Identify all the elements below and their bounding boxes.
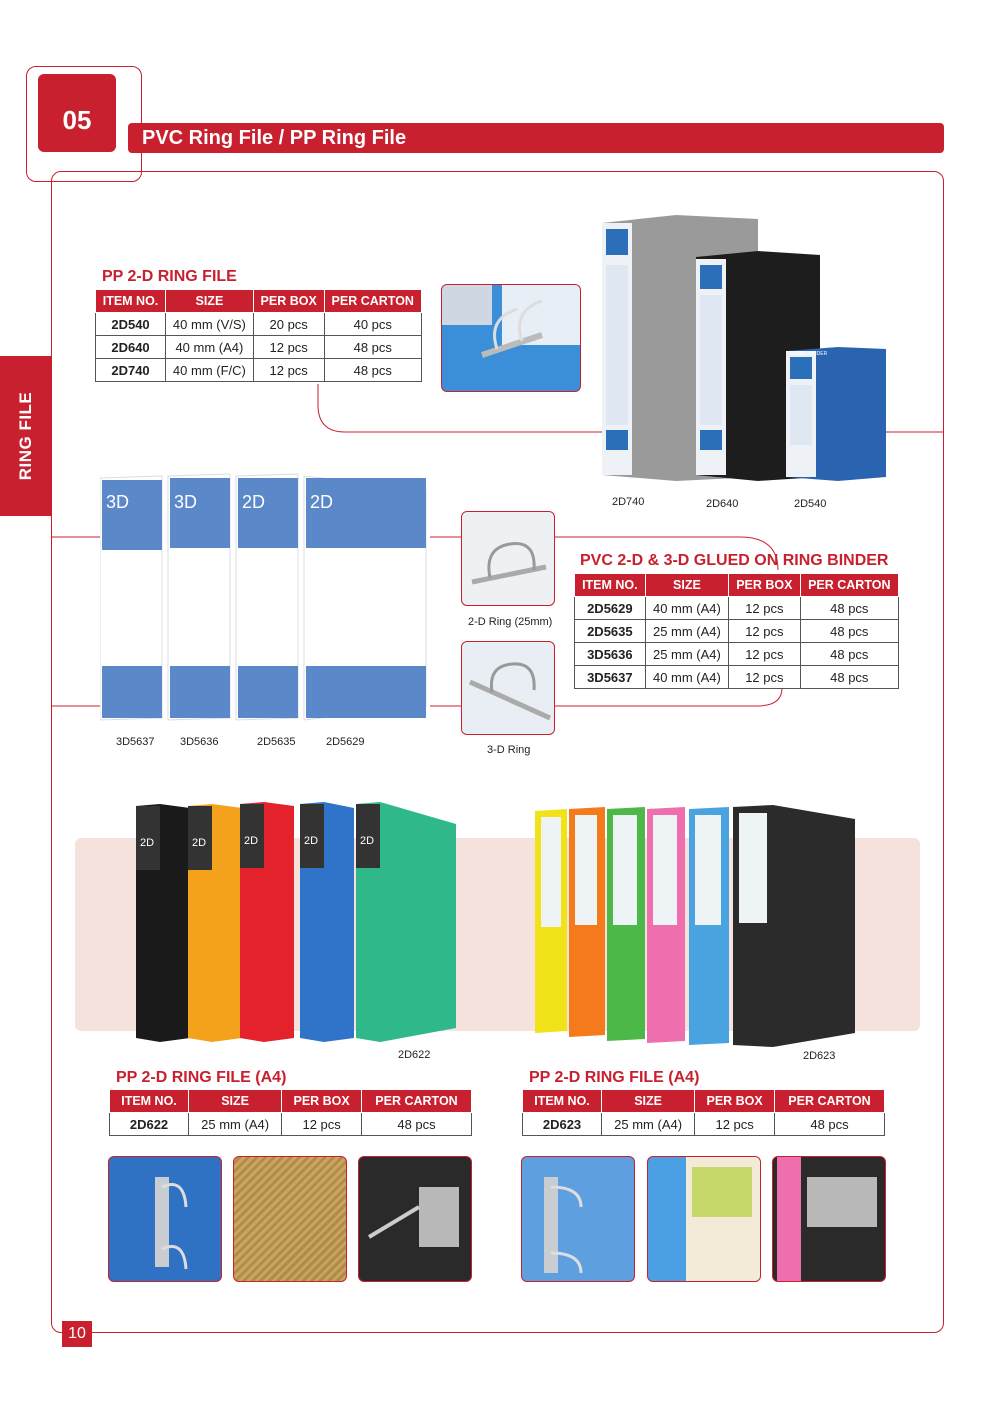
size: 40 mm (A4): [166, 336, 254, 359]
per-box: 20 pcs: [253, 313, 324, 336]
per-carton: 48 pcs: [362, 1113, 472, 1136]
per-carton: 40 pcs: [324, 313, 421, 336]
table-row: [96, 359, 422, 382]
pocket-detail-icon: [359, 1157, 472, 1282]
caption-2d-ring: 2-D Ring (25mm): [468, 616, 553, 628]
spec-table-2d623: [522, 1090, 885, 1136]
size: 25 mm (A4): [645, 643, 728, 666]
per-box: 12 pcs: [253, 336, 324, 359]
spine-label: 2D: [360, 835, 375, 847]
item-no: 2D5629: [575, 597, 646, 620]
size: 25 mm (A4): [189, 1113, 282, 1136]
size: 40 mm (V/S): [166, 313, 254, 336]
per-carton: 48 pcs: [800, 643, 898, 666]
2d-ring-photo: [461, 511, 555, 606]
col-header: SIZE: [602, 1090, 695, 1113]
ring-mechanism-icon: [442, 285, 581, 392]
caption-2d740: 2D740: [612, 496, 645, 508]
col-header: PER CARTON: [775, 1090, 885, 1113]
binder-label-3d5637: 3D: [106, 492, 130, 512]
per-carton: 48 pcs: [324, 336, 421, 359]
table-row: [96, 313, 422, 336]
caption-2d622: 2D622: [398, 1049, 431, 1061]
caption-2d623: 2D623: [803, 1050, 836, 1062]
col-header: PER BOX: [695, 1090, 775, 1113]
caption-3d5636: 3D5636: [180, 736, 219, 748]
size: 40 mm (A4): [645, 666, 728, 689]
item-no: 2D5635: [575, 620, 646, 643]
size: 40 mm (A4): [645, 597, 728, 620]
detail-photo-insert: [647, 1156, 761, 1282]
item-no: 3D5637: [575, 666, 646, 689]
ring-binder-label: 2-RING BINDER: [790, 351, 828, 357]
pp-2d-binders-image: [598, 215, 898, 487]
3d-ring-icon: [462, 642, 555, 735]
per-carton: 48 pcs: [800, 666, 898, 689]
per-carton: 48 pcs: [800, 620, 898, 643]
per-carton: 48 pcs: [324, 359, 421, 382]
col-header: SIZE: [645, 574, 728, 597]
caption-2d540: 2D540: [794, 498, 827, 510]
label-detail-icon: [773, 1157, 886, 1282]
spine-label: 2D: [244, 835, 259, 847]
table-row: [575, 643, 899, 666]
2d-ring-icon: [462, 512, 555, 606]
ring-623-icon: [522, 1157, 635, 1282]
page-number: 10: [62, 1321, 92, 1347]
section-title-pp-2d: PP 2-D RING FILE: [102, 268, 237, 285]
item-no: 2D740: [96, 359, 166, 382]
pp-2d622-binders-image: [130, 798, 460, 1046]
item-no: 2D622: [110, 1113, 189, 1136]
spine-label: 2D: [140, 837, 155, 849]
size: 40 mm (F/C): [166, 359, 254, 382]
detail-photo-ring: [108, 1156, 222, 1282]
pvc-glued-binders-image: [100, 470, 430, 725]
caption-2d5635: 2D5635: [257, 736, 296, 748]
per-box: 12 pcs: [729, 643, 800, 666]
section-title-2d623: PP 2-D RING FILE (A4): [529, 1069, 700, 1086]
per-box: 12 pcs: [729, 597, 800, 620]
col-header: ITEM NO.: [110, 1090, 189, 1113]
spec-table-pvc-glued: [574, 574, 899, 689]
ring-detail-icon: [109, 1157, 222, 1282]
col-header: PER CARTON: [800, 574, 898, 597]
item-no: 2D540: [96, 313, 166, 336]
binder-label-3d5636: 3D: [174, 492, 198, 512]
section-number: 05: [38, 74, 116, 152]
caption-2d640: 2D640: [706, 498, 739, 510]
col-header: ITEM NO.: [523, 1090, 602, 1113]
spec-table-pp-2d: [95, 290, 422, 382]
ring-mechanism-photo: [441, 284, 581, 392]
per-box: 12 pcs: [729, 666, 800, 689]
col-header: PER BOX: [282, 1090, 362, 1113]
binder-label-2d5635: 2D: [242, 492, 266, 512]
side-tab-label: RING FILE: [16, 391, 35, 481]
per-box: 12 pcs: [282, 1113, 362, 1136]
size: 25 mm (A4): [602, 1113, 695, 1136]
col-header: SIZE: [166, 290, 254, 313]
caption-3d5637: 3D5637: [116, 736, 155, 748]
spine-label: 2D: [304, 835, 319, 847]
detail-photo-texture: [233, 1156, 347, 1282]
col-header: PER CARTON: [362, 1090, 472, 1113]
item-no: 2D623: [523, 1113, 602, 1136]
per-carton: 48 pcs: [800, 597, 898, 620]
table-row: [96, 336, 422, 359]
caption-2d5629: 2D5629: [326, 736, 365, 748]
detail-photo-pocket: [358, 1156, 472, 1282]
table-row: [575, 620, 899, 643]
3d-ring-photo: [461, 641, 555, 735]
page-title: PVC Ring File / PP Ring File: [128, 123, 944, 153]
per-carton: 48 pcs: [775, 1113, 885, 1136]
binder-label-2d5629: 2D: [310, 492, 334, 512]
insert-detail-icon: [648, 1157, 761, 1282]
table-row: [110, 1113, 472, 1136]
size: 25 mm (A4): [645, 620, 728, 643]
side-tab: [0, 356, 52, 516]
col-header: PER BOX: [253, 290, 324, 313]
col-header: ITEM NO.: [575, 574, 646, 597]
item-no: 2D640: [96, 336, 166, 359]
table-row: [575, 666, 899, 689]
per-box: 12 pcs: [253, 359, 324, 382]
per-box: 12 pcs: [729, 620, 800, 643]
col-header: PER CARTON: [324, 290, 421, 313]
spec-table-2d622: [109, 1090, 472, 1136]
detail-photo-label: [772, 1156, 886, 1282]
pp-2d623-binders-image: [533, 803, 859, 1049]
per-box: 12 pcs: [695, 1113, 775, 1136]
detail-photo-ring-623: [521, 1156, 635, 1282]
spine-label: 2D: [192, 837, 207, 849]
caption-3d-ring: 3-D Ring: [487, 744, 531, 756]
table-row: [575, 597, 899, 620]
section-title-2d622: PP 2-D RING FILE (A4): [116, 1069, 287, 1086]
section-title-pvc-glued: PVC 2-D & 3-D GLUED ON RING BINDER: [580, 552, 889, 569]
table-row: [523, 1113, 885, 1136]
col-header: SIZE: [189, 1090, 282, 1113]
col-header: ITEM NO.: [96, 290, 166, 313]
col-header: PER BOX: [729, 574, 800, 597]
item-no: 3D5636: [575, 643, 646, 666]
